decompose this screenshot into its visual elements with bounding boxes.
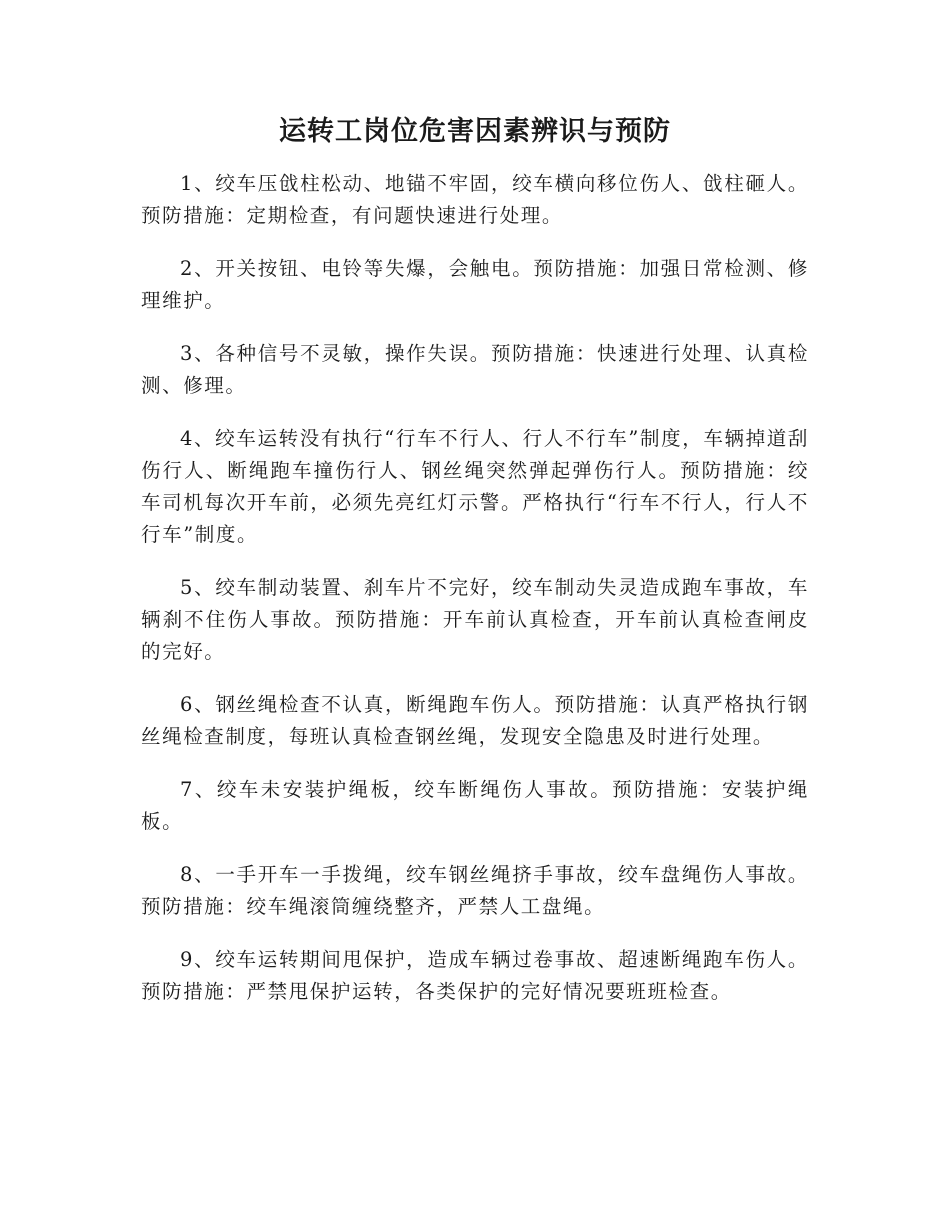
- paragraph-7: 7、绞车未安装护绳板，绞车断绳伤人事故。预防措施：安装护绳板。: [141, 778, 809, 833]
- paragraph-4: 4、绞车运转没有执行“行车不行人、行人不行车”制度，车辆掉道刮伤行人、断绳跑车撞伤行人、钢丝绳突然弹起弹伤行人。预防措施：绞车司机每次开车前，必须先亮红灯示警。严格执行“行车不行人，行人不行车”制度。: [141, 427, 809, 546]
- paragraph-9: 9、绞车运转期间甩保护，造成车辆过卷事故、超速断绳跑车伤人。预防措施：严禁甩保护运转，各类保护的完好情况要班班检查。: [141, 948, 809, 1003]
- document-body: [141, 168, 809, 1029]
- paragraph-8: 8、一手开车一手拨绳，绞车钢丝绳挤手事故，绞车盘绳伤人事故。预防措施：绞车绳滚筒缠绕整齐，严禁人工盘绳。: [141, 863, 809, 918]
- document-title: 运转工岗位危害因素辨识与预防: [279, 116, 671, 147]
- paragraph-6: 6、钢丝绳检查不认真，断绳跑车伤人。预防措施：认真严格执行钢丝绳检查制度，每班认真检查钢丝绳，发现安全隐患及时进行处理。: [141, 693, 809, 748]
- paragraph-3: 3、各种信号不灵敏，操作失误。预防措施：快速进行处理、认真检测、修理。: [141, 342, 809, 397]
- paragraph-5: 5、绞车制动装置、刹车片不完好，绞车制动失灵造成跑车事故，车辆刹不住伤人事故。预防措施：开车前认真检查，开车前认真检查闸皮的完好。: [141, 576, 809, 663]
- paragraph-2: 2、开关按钮、电铃等失爆，会触电。预防措施：加强日常检测、修理维护。: [141, 257, 809, 312]
- paragraph-1: 1、绞车压戗柱松动、地锚不牢固，绞车横向移位伤人、戗柱砸人。预防措施：定期检查，有问题快速进行处理。: [141, 172, 809, 227]
